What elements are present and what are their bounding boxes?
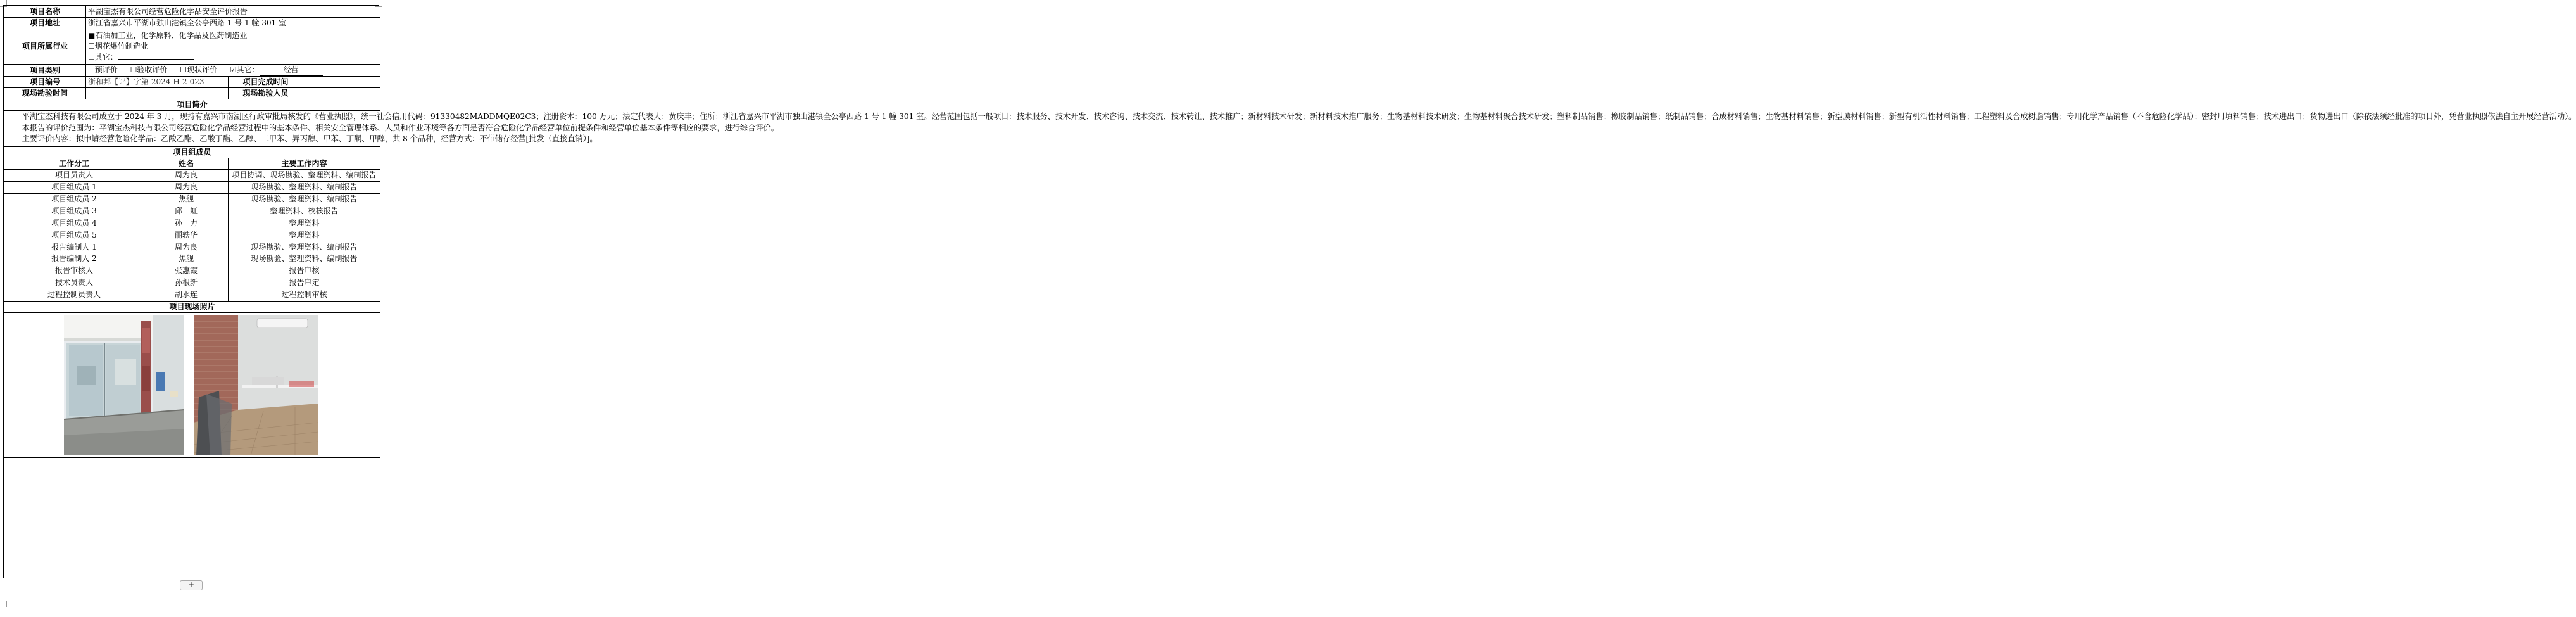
table-row (4, 289, 380, 301)
team-name: 胡水连 (144, 289, 229, 301)
team-role: 报告编制人 2 (4, 253, 144, 265)
team-col-work: 主要工作内容 (229, 158, 380, 169)
project-address-label: 项目地址 (4, 18, 86, 29)
team-work: 现场勘验、整理资料、编制报告 (229, 193, 380, 205)
industry-options (86, 29, 380, 65)
intro-body (4, 111, 2576, 147)
industry-label: 项目所属行业 (4, 29, 86, 65)
table-row (4, 229, 380, 241)
survey-person-value (303, 88, 380, 99)
project-address-value: 浙江省嘉兴市平湖市独山港镇全公亭西路 1 号 1 幢 301 室 (86, 18, 380, 29)
completion-time-value (303, 77, 380, 88)
team-col-name: 姓名 (144, 158, 229, 169)
type-option-pre-evaluation[interactable]: ☐预评价 (88, 65, 118, 74)
team-work: 报告审定 (229, 277, 380, 289)
team-work: 报告审核 (229, 265, 380, 277)
project-info-table (4, 6, 2576, 458)
team-name: 周为良 (144, 169, 229, 181)
team-col-role: 工作分工 (4, 158, 144, 169)
team-role: 项目组成员 4 (4, 217, 144, 229)
storefront-entrance-photo (64, 315, 184, 455)
type-option-other[interactable]: ☑其它： (229, 65, 260, 74)
team-work: 过程控制审核 (229, 289, 380, 301)
office-interior-photo (194, 315, 318, 455)
team-role: 项目组成员 1 (4, 181, 144, 193)
table-row (4, 241, 380, 253)
project-code-value: 浙和邦【评】字第 2024-H-2-023 (86, 77, 229, 88)
team-role: 项目员责人 (4, 169, 144, 181)
team-role: 项目组成员 2 (4, 193, 144, 205)
industry-option-chemical[interactable]: ■石油加工业，化学原料、化学品及医药制造业 (88, 31, 248, 40)
team-name: 孙根新 (144, 277, 229, 289)
table-row (4, 217, 380, 229)
table-row (4, 265, 380, 277)
team-work: 整理资料 (229, 217, 380, 229)
team-role: 过程控制员责人 (4, 289, 144, 301)
team-title: 项目组成员 (4, 146, 380, 158)
survey-person-label: 现场勘验人员 (229, 88, 303, 99)
team-work: 现场勘验、整理资料、编制报告 (229, 241, 380, 253)
team-role: 项目组成员 5 (4, 229, 144, 241)
team-name: 丽轶华 (144, 229, 229, 241)
table-row (4, 193, 380, 205)
team-work: 现场勘验、整理资料、编制报告 (229, 253, 380, 265)
team-work: 项目协调、现场勘验、整理资料、编制报告 (229, 169, 380, 181)
table-row (4, 169, 380, 181)
type-option-acceptance[interactable]: ☐验收评价 (130, 65, 168, 74)
industry-other-blank (118, 59, 194, 60)
industry-option-other[interactable] (88, 52, 378, 63)
survey-time-label: 现场勘验时间 (4, 88, 86, 99)
table-row (4, 205, 380, 217)
intro-paragraph-2: 本报告的评价范围为：平湖宝杰科技有限公司经营危险化学品经营过程中的基本条件、相关安全管理体系、人员和作业环境等各方面是否符合危险化学品经营单位前提条件和经营单位基本条件等相应的要求，进行综合评价。 (22, 123, 779, 132)
team-work: 整理资料 (229, 229, 380, 241)
type-option-status[interactable]: ☐现状评价 (180, 65, 217, 74)
project-code-label: 项目编号 (4, 77, 86, 88)
team-name: 邱 虹 (144, 205, 229, 217)
team-name: 孙 力 (144, 217, 229, 229)
team-work: 整理资料、校核报告 (229, 205, 380, 217)
project-name-value: 平湖宝杰有限公司经营危险化学品安全评价报告 (86, 6, 380, 18)
table-row (4, 181, 380, 193)
table-row (4, 253, 380, 265)
team-role: 技术员责人 (4, 277, 144, 289)
crop-mark-bottom-right (375, 601, 382, 607)
project-type-options (86, 65, 380, 77)
industry-other-text: ☐其它： (88, 53, 118, 61)
team-name: 张惠霞 (144, 265, 229, 277)
team-name: 焦舰 (144, 253, 229, 265)
document-page (3, 5, 2576, 578)
completion-time-label: 项目完成时间 (229, 77, 303, 88)
project-type-label: 项目类别 (4, 65, 86, 77)
add-page-button[interactable]: + (180, 580, 203, 590)
photos-cell (4, 312, 380, 457)
intro-paragraph-3: 主要评价内容：拟申请经营危险化学品：乙酸乙酯、乙酸丁酯、乙醇、二甲苯、异丙醇、甲苯、丁酮、甲醇，共 8 个品种，经营方式：不带储存经营[批发（直接直销）]。 (22, 134, 598, 144)
team-role: 项目组成员 3 (4, 205, 144, 217)
team-role: 报告编制人 1 (4, 241, 144, 253)
project-name-label: 项目名称 (4, 6, 86, 18)
table-row (4, 277, 380, 289)
crop-mark-bottom-left (0, 601, 7, 607)
intro-paragraph-1: 平湖宝杰科技有限公司成立于 2024 年 3 月，现持有嘉兴市南湖区行政审批局核发的《营业执照》，统一社会信用代码：91330482MADDMQE02C3；注册资本：100 万元；法定代表人：黄庆丰；住所：浙江省嘉兴市平湖市独山港镇全公亭西路 1 号 1 幢 301 室。经营范围包括一般项目：技术服务、技术开发、技术咨询、技术交流、技术转让、技术推广；新材料技术研发；新材料技术推广服务；生物基材料技术研发；生物基材料聚合技术研发；塑料制品销售；橡胶制品销售；纸制品销售；合成材料销售；生物基材料销售；新型膜材料销售；新型有机活性材料销售；工程塑料及合成树脂销售；专用化学产品销售（不含危险化学品）；密封用填料销售；技术进出口；货物进出口（除依法须经批准的项目外，凭营业执照依法自主开展经营活动）。 (22, 112, 2576, 121)
team-work: 现场勘验、整理资料、编制报告 (229, 181, 380, 193)
survey-time-value (86, 88, 229, 99)
team-name: 周为良 (144, 181, 229, 193)
intro-title: 项目简介 (4, 99, 380, 111)
industry-option-fireworks[interactable]: ☐烟花爆竹制造业 (88, 42, 148, 51)
team-name: 焦舰 (144, 193, 229, 205)
photos-title: 项目现场照片 (4, 301, 380, 312)
team-role: 报告审核人 (4, 265, 144, 277)
team-name: 周为良 (144, 241, 229, 253)
type-other-value: 经营 (260, 65, 323, 76)
